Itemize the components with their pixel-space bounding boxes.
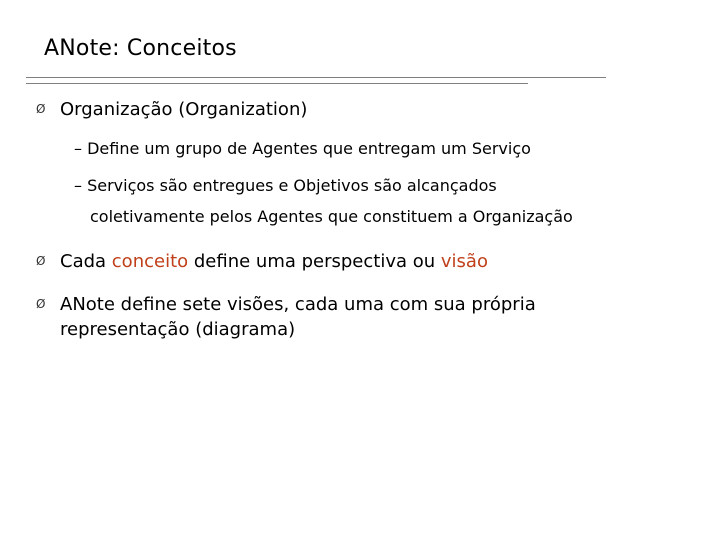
text-segment: define uma perspectiva ou [188,251,441,272]
bullet-text: Organização (Organization) [60,99,308,120]
title-underline-short [26,83,528,84]
highlight-conceito: conceito [111,251,189,272]
sub-bullet-servicos-line2: coletivamente pelos Agentes que constituem a Organização [90,207,573,226]
bullet-line-1: ANote define sete visões, cada uma com sua própria [60,294,536,315]
arrow-bullet-icon: Ø [36,254,46,268]
arrow-bullet-icon: Ø [36,102,46,116]
bullet-text [60,249,488,274]
highlight-visao: visão [440,251,488,272]
text-segment: Cada [60,251,112,272]
arrow-bullet-icon: Ø [36,297,46,311]
sub-bullet-servicos-line1: – Serviços são entregues e Objetivos são alcançados [74,176,497,195]
bullet-line-2: representação (diagrama) [60,319,296,340]
title-underline-long [26,77,606,78]
sub-bullet-define: – Define um grupo de Agentes que entregam um Serviço [74,139,531,158]
bullet-text [60,292,536,342]
slide-title: ANote: Conceitos [44,36,237,61]
